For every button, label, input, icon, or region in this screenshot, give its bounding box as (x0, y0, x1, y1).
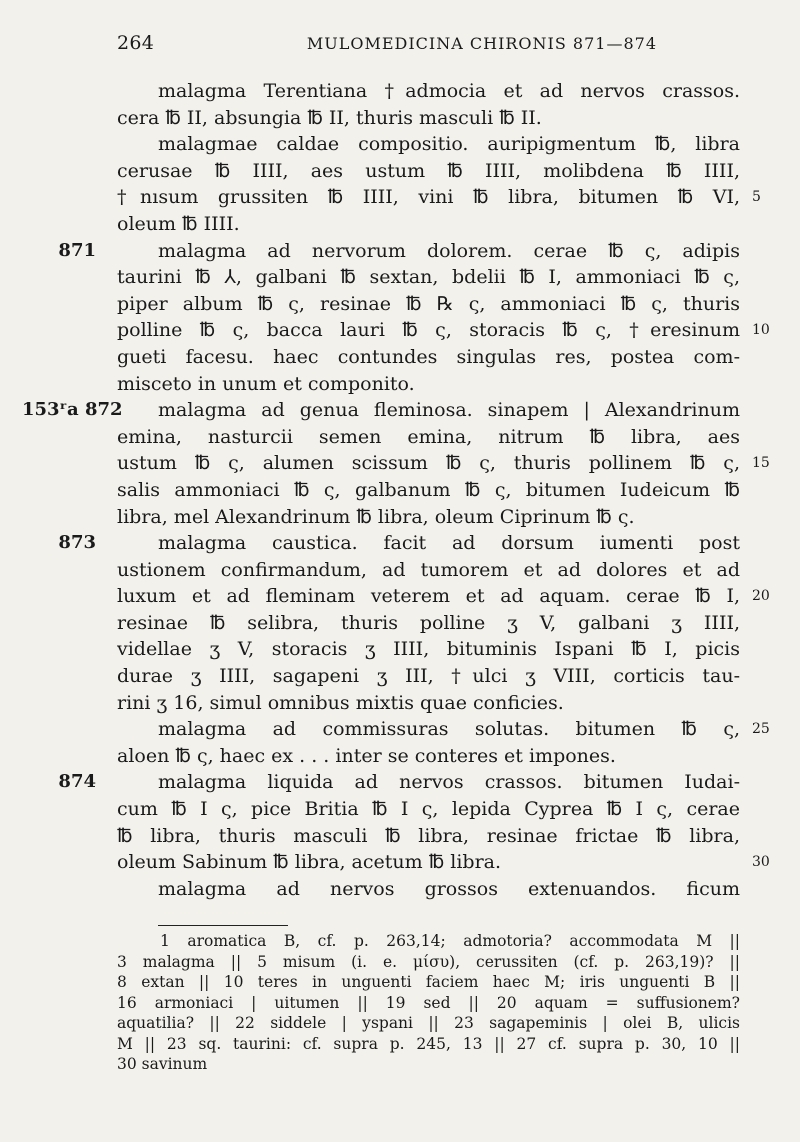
text-line (0, 530, 800, 557)
text-line (0, 105, 800, 132)
text-line (0, 876, 800, 903)
line-text: piper album ℔ ς, resinae ℔ ℞ ς, ammoniaci ℔ ς, thuris (117, 292, 740, 315)
text-line (0, 78, 800, 105)
text-line (0, 690, 800, 717)
apparatus-line (0, 972, 800, 993)
text-line (0, 849, 800, 876)
line-text: malagma caustica. facit ad dorsum iumenti post (158, 532, 740, 555)
text-line (0, 131, 800, 158)
running-title: MULOMEDICINA CHIRONIS 871—874 (306, 34, 657, 53)
text-line (0, 424, 800, 451)
text-line (0, 184, 800, 211)
text-line (0, 397, 800, 424)
line-text: cerusae ℔ IIII, aes ustum ℔ IIII, molibdena ℔ IIII, (117, 159, 740, 182)
page-number: 264 (117, 32, 155, 54)
text-line (0, 317, 800, 344)
text-line (0, 557, 800, 584)
line-number: 15 (752, 455, 770, 472)
apparatus-line (0, 931, 800, 952)
text-line (0, 610, 800, 637)
critical-apparatus (0, 931, 800, 1075)
line-text: ℔ libra, thuris masculi ℔ libra, resinae frictae ℔ libra, (117, 824, 740, 847)
line-text: rini ʒ 16, simul omnibus mixtis quae conficies. (117, 691, 564, 714)
line-text: misceto in unum et componito. (117, 372, 415, 395)
line-text: oleum ℔ IIII. (117, 212, 240, 235)
main-text (0, 78, 800, 902)
line-text: malagma ad nervos grossos extenuandos. ficum (158, 877, 740, 900)
text-line (0, 371, 800, 398)
apparatus-text: M || 23 sq. taurini: cf. supra p. 245, 13 || 27 cf. supra p. 30, 10 || (117, 1034, 740, 1053)
section-number: 873 (58, 532, 96, 554)
line-number: 25 (752, 721, 770, 738)
line-text: ustum ℔ ς, alumen scissum ℔ ς, thuris pollinem ℔ ς, (117, 452, 740, 475)
line-text: cera ℔ II, absungia ℔ II, thuris masculi ℔ II. (117, 106, 542, 129)
line-text: malagma ad commissuras solutas. bitumen ℔ ς, (158, 718, 740, 741)
line-text: malagmae caldae compositio. auripigmentum ℔, libra (158, 133, 740, 156)
line-text: malagma ad nervorum dolorem. cerae ℔ ς, adipis (158, 239, 740, 262)
text-line (0, 716, 800, 743)
section-number: 153ʳa 872 (22, 399, 123, 421)
apparatus-line (0, 1013, 800, 1034)
apparatus-text: aquatilia? || 22 siddele | yspani || 23 sagapeminis | olei B, ulicis (117, 1014, 740, 1032)
line-text: durae ʒ IIII, sagapeni ʒ III, †ulci ʒ VIII, corticis tau- (117, 665, 740, 688)
text-line (0, 636, 800, 663)
text-line (0, 663, 800, 690)
apparatus-line (0, 1034, 800, 1055)
text-line (0, 211, 800, 238)
text-line (0, 238, 800, 265)
apparatus-text: 8 extan || 10 teres in unguenti faciem haec M; iris unguenti B || (117, 973, 740, 991)
text-line (0, 158, 800, 185)
text-line (0, 264, 800, 291)
text-line (0, 291, 800, 318)
apparatus-text: 3 malagma || 5 misum (i. e. μίσυ), cerussiten (cf. p. 263,19)? || (117, 952, 740, 971)
running-header (117, 32, 657, 54)
text-line (0, 344, 800, 371)
line-number: 20 (752, 588, 770, 605)
text-line (0, 823, 800, 850)
line-text: videllae ʒ V, storacis ʒ IIII, bituminis Ispani ℔ I, picis (117, 638, 740, 661)
line-text: cum ℔ I ς, pice Britia ℔ I ς, lepida Cyprea ℔ I ς, cerae (117, 798, 740, 821)
line-text: gueti facesu. haec contundes singulas res, postea com- (117, 345, 740, 368)
line-text: libra, mel Alexandrinum ℔ libra, oleum Ciprinum ℔ ς. (117, 505, 635, 528)
line-text: malagma liquida ad nervos crassos. bitumen Iudai- (158, 771, 740, 794)
text-line (0, 504, 800, 531)
apparatus-text: 1 aromatica B, cf. p. 263,14; admotoria? accommodata M || (160, 932, 740, 950)
line-text: malagma Terentiana †admocia et ad nervos crassos. (158, 80, 740, 102)
apparatus-text: 16 armoniaci | uitumen || 19 sed || 20 aquam = suffusionem? (117, 993, 740, 1012)
text-line (0, 583, 800, 610)
line-text: resinae ℔ selibra, thuris polline ʒ V, galbani ʒ IIII, (117, 611, 740, 634)
line-number: 10 (752, 322, 770, 339)
apparatus-line (0, 993, 800, 1014)
line-text: salis ammoniaci ℔ ς, galbanum ℔ ς, bitumen Iudeicum ℔ (117, 478, 740, 501)
line-number: 5 (752, 189, 761, 206)
line-text: taurini ℔ ⅄, galbani ℔ sextan, bdelii ℔ I, ammoniaci ℔ ς, (117, 266, 740, 289)
line-text: luxum et ad fleminam veterem et ad aquam. cerae ℔ I, (117, 585, 740, 608)
line-text: emina, nasturcii semen emina, nitrum ℔ libra, aes (117, 425, 740, 448)
line-text: oleum Sabinum ℔ libra, acetum ℔ libra. (117, 851, 502, 874)
text-line (0, 769, 800, 796)
text-line (0, 743, 800, 770)
apparatus-text: 30 savinum (117, 1055, 208, 1073)
line-text: ustionem confirmandum, ad tumorem et ad dolores et ad (117, 558, 740, 581)
text-line (0, 477, 800, 504)
footnote-rule (158, 925, 288, 926)
line-text: polline ℔ ς, bacca lauri ℔ ς, storacis ℔ ς, †eresinum (117, 319, 740, 342)
text-line (0, 796, 800, 823)
text-line (0, 450, 800, 477)
section-number: 871 (58, 239, 96, 261)
line-text: †nısum grussiten ℔ IIII, vini ℔ libra, bitumen ℔ VI, (117, 186, 740, 209)
line-text: aloen ℔ ς, haec ex . . . inter se conteres et impones. (117, 744, 616, 767)
apparatus-line (0, 952, 800, 973)
line-text: malagma ad genua fleminosa. sinapem | Alexandrinum (158, 399, 740, 422)
apparatus-line (0, 1054, 800, 1075)
line-number: 30 (752, 854, 770, 871)
section-number: 874 (58, 771, 96, 793)
